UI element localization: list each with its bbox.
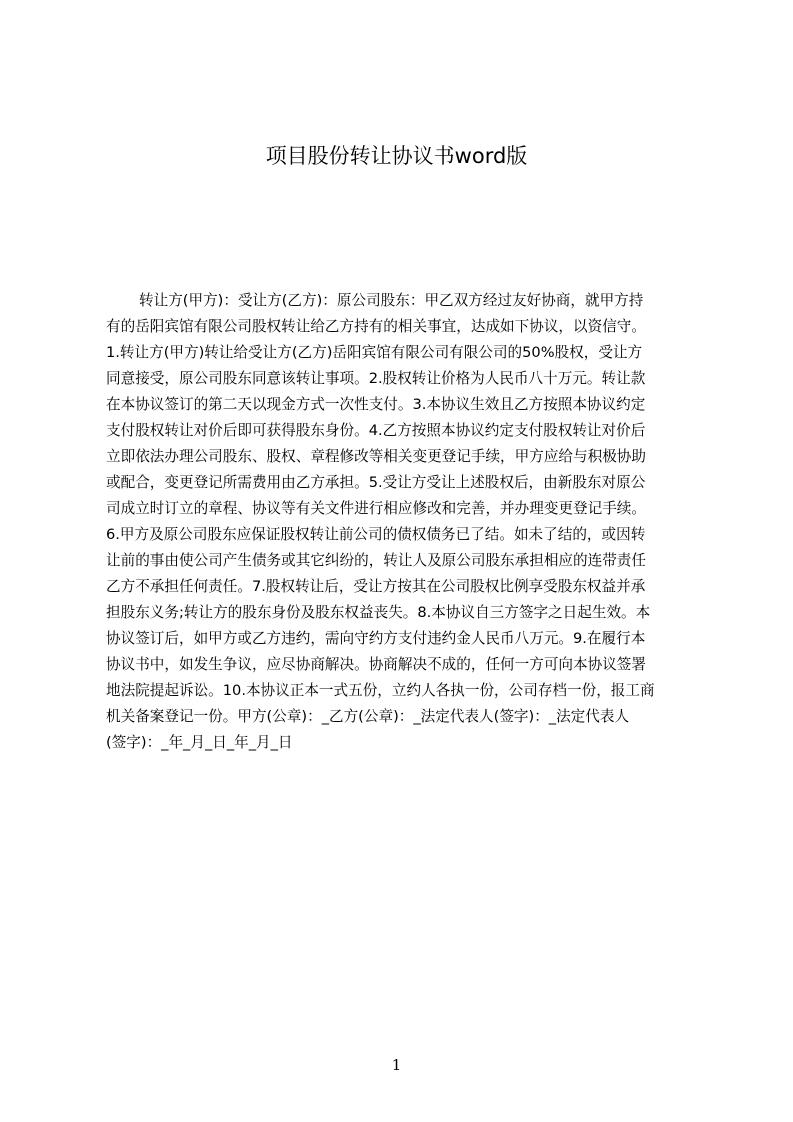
body-line-1: 转让方(甲方)：受让方(乙方)：原公司股东：甲乙双方经过友好协商，就甲方持 [139,292,644,309]
document-title: 项目股份转让协议书word版 [265,144,528,168]
page-number: 1 [391,1056,402,1074]
body-line-9: 司成立时订立的章程、协议等有关文件进行相应修改和完善，并办理变更登记手续。 [106,500,646,517]
body-line-14: 协议签订后，如甲方或乙方违约，需向守约方支付违约金人民币八万元。9.在履行本 [106,630,646,647]
body-line-8: 或配合，变更登记所需费用由乙方承担。5.受让方受让上述股权后，由新股东对原公 [106,474,646,491]
body-line-12: 乙方不承担任何责任。7.股权转让后，受让方按其在公司股权比例享受股东权益并承 [106,578,646,595]
body-line-13: 担股东义务;转让方的股东身份及股东权益丧失。8.本协议自三方签字之日起生效。本 [106,604,651,621]
body-line-4: 同意接受，原公司股东同意该转让事项。2.股权转让价格为人民币八十万元。转让款 [106,370,646,387]
body-line-16: 地法院提起诉讼。10.本协议正本一式五份，立约人各执一份，公司存档一份，报工商 [106,682,655,699]
body-line-15: 协议书中，如发生争议，应尽协商解决。协商解决不成的，任何一方可向本协议签署 [106,656,646,673]
body-line-7: 立即依法办理公司股东、股权、章程修改等相关变更登记手续，甲方应给与积极协助 [106,448,646,465]
body-line-11: 让前的事由使公司产生债务或其它纠纷的，转让人及原公司股东承担相应的连带责任 [106,552,646,569]
body-line-2: 有的岳阳宾馆有限公司股权转让给乙方持有的相关事宜，达成如下协议，以资信守。 [106,318,646,335]
body-line-6: 支付股权转让对价后即可获得股东身份。4.乙方按照本协议约定支付股权转让对价后 [106,422,646,439]
body-line-5: 在本协议签订的第二天以现金方式一次性支付。3.本协议生效且乙方按照本协议约定 [106,396,646,413]
body-line-10: 6.甲方及原公司股东应保证股权转让前公司的债权债务已了结。如未了结的，或因转 [106,526,646,543]
body-line-17: 机关备案登记一份。甲方(公章)：_乙方(公章)：_法定代表人(签字)：_法定代表人 [106,708,630,725]
body-line-18: (签字)：_年_月_日_年_月_日 [106,734,293,751]
body-line-3: 1.转让方(甲方)转让给受让方(乙方)岳阳宾馆有限公司有限公司的50%股权，受让方 [106,344,643,361]
